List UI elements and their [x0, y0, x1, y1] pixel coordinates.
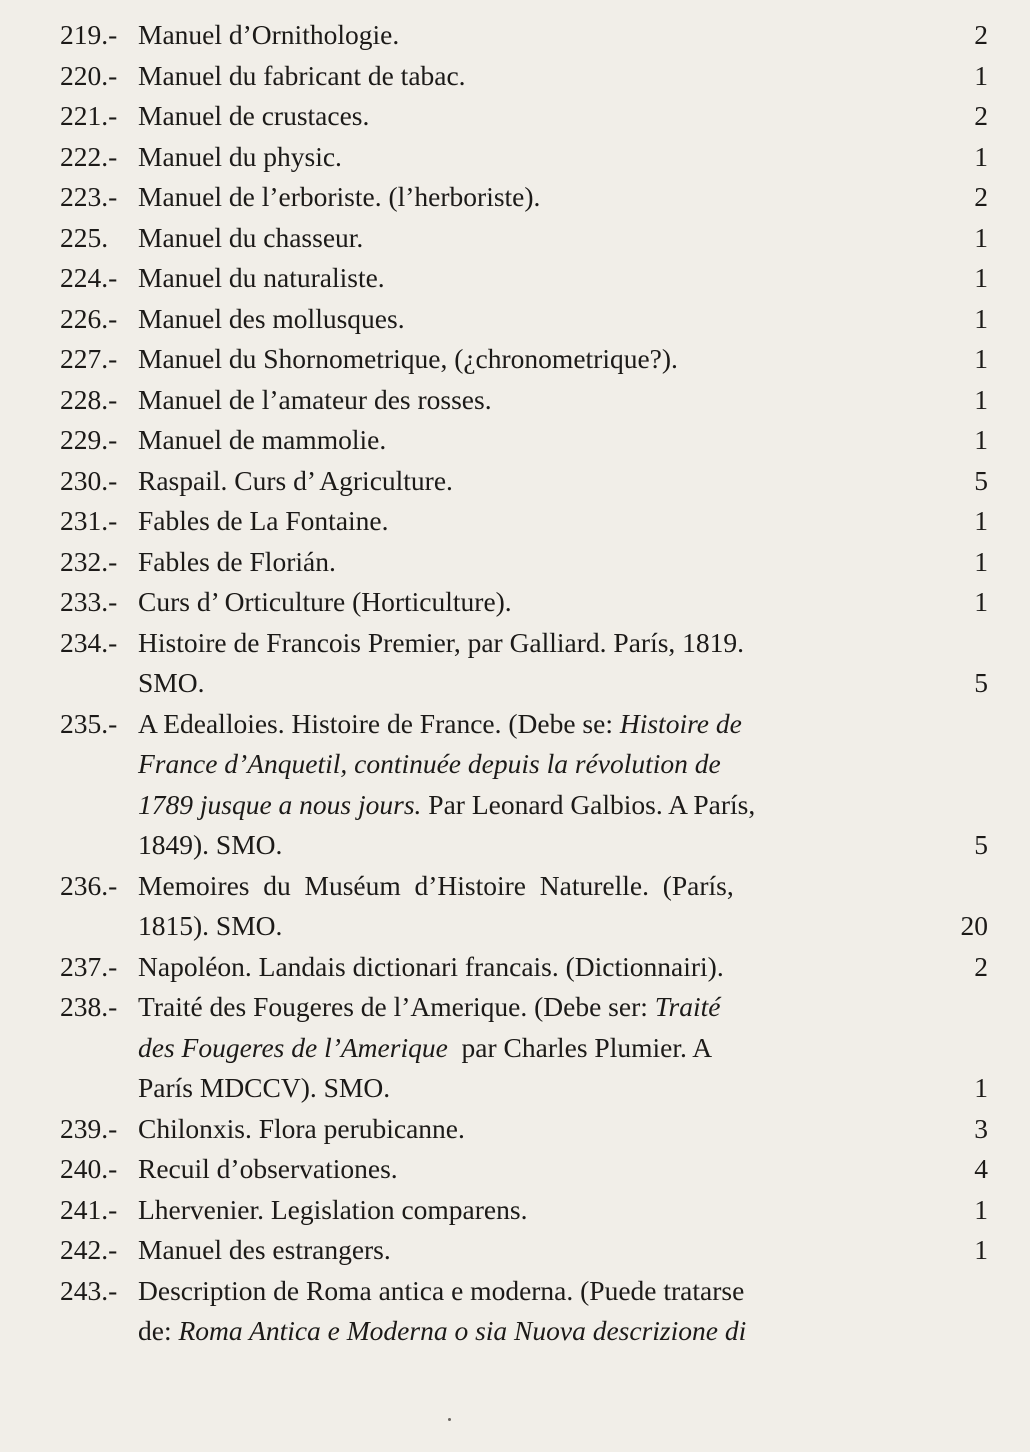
entry-number: 234.-	[60, 626, 118, 658]
entry-number: 220.-	[60, 59, 118, 91]
entry-title: Chilonxis. Flora perubicanne.	[138, 1112, 465, 1144]
entry-number: 227.-	[60, 343, 118, 374]
list-item	[60, 299, 990, 340]
entry-title: Napoléon. Landais dictionari francais. (Dictionnairi).	[138, 950, 724, 982]
list-item	[60, 987, 990, 1109]
list-item	[60, 704, 990, 866]
entry-number: 224.-	[60, 262, 118, 293]
list-item	[60, 947, 990, 988]
entry-title: Histoire de Francois Premier, par Galliard. París, 1819.	[138, 626, 745, 658]
list-item	[60, 542, 990, 583]
entry-count: 1	[974, 1193, 988, 1225]
entry-number: 237.-	[60, 950, 118, 982]
entry-number: 219.-	[60, 19, 118, 50]
list-item	[60, 380, 990, 421]
entry-title: Manuel du fabricant de tabac.	[138, 59, 466, 91]
entry-number: 239.-	[60, 1112, 118, 1144]
list-item	[60, 866, 990, 947]
entry-count: 3	[974, 1112, 988, 1144]
list-item	[60, 177, 990, 218]
entry-count: 1	[974, 221, 988, 253]
entry-number: 235.-	[60, 707, 118, 739]
entry-title-continued: de: Roma Antica e Moderna o sia Nuova descrizione di	[138, 1315, 747, 1346]
entry-number: 229.-	[60, 424, 118, 455]
entry-title: Manuel des estrangers.	[138, 1234, 391, 1265]
entry-count: 2	[974, 950, 988, 982]
entry-title: Memoires du Muséum d’Histoire Naturelle. (París,	[138, 869, 734, 901]
list-item	[60, 1271, 990, 1352]
entry-title: Manuel de crustaces.	[138, 100, 370, 131]
entry-title: Manuel du physic.	[138, 140, 342, 172]
entry-title-continued: 1789 jusque a nous jours. Par Leonard Galbios. A París,	[138, 788, 756, 820]
entry-number: 232.-	[60, 545, 118, 577]
entry-title: Manuel des mollusques.	[138, 302, 405, 334]
entry-number: 241.-	[60, 1193, 118, 1225]
list-item	[60, 1190, 990, 1231]
list-item	[60, 623, 990, 704]
entry-count: 1	[974, 302, 988, 334]
list-item	[60, 1109, 990, 1150]
paper-speck	[448, 1418, 451, 1421]
entry-number: 231.-	[60, 505, 118, 536]
entry-number: 223.-	[60, 181, 118, 212]
list-item	[60, 218, 990, 259]
entry-count: 2	[974, 100, 988, 131]
entry-number: 226.-	[60, 302, 118, 334]
entry-title: Fables de Florián.	[138, 545, 336, 577]
entry-count: 1	[974, 505, 988, 536]
entry-count: 1	[974, 140, 988, 172]
entry-title: Manuel du naturaliste.	[138, 262, 385, 293]
entry-number: 236.-	[60, 869, 118, 901]
entry-count: 5	[974, 464, 988, 496]
entry-title: A Edealloies. Histoire de France. (Debe se: Histoire de	[138, 707, 742, 739]
list-item	[60, 56, 990, 97]
entry-number: 225.	[60, 221, 109, 253]
entry-title: Manuel de mammolie.	[138, 424, 387, 455]
list-item	[60, 501, 990, 542]
entry-count: 1	[974, 383, 988, 415]
entry-title: Curs d’ Orticulture (Horticulture).	[138, 586, 512, 617]
entry-number: 228.-	[60, 383, 118, 415]
list-item	[60, 96, 990, 137]
entry-count: 2	[974, 181, 988, 212]
entry-title: Manuel du chasseur.	[138, 221, 364, 253]
entry-number: 230.-	[60, 464, 118, 496]
entry-count: 5	[974, 667, 988, 698]
entry-title: Description de Roma antica e moderna. (Puede tratarse	[138, 1274, 745, 1306]
entry-count: 4	[974, 1153, 988, 1184]
entry-count: 5	[974, 829, 988, 860]
entry-number: 238.-	[60, 991, 118, 1022]
entry-title: Traité des Fougeres de l’Amerique. (Debe ser: Traité	[138, 991, 721, 1022]
list-item	[60, 339, 990, 380]
entry-title: Manuel de l’erboriste. (l’herboriste).	[138, 181, 541, 212]
entry-title: Manuel de l’amateur des rosses.	[138, 383, 492, 415]
list-item	[60, 420, 990, 461]
entry-title: Raspail. Curs d’ Agriculture.	[138, 464, 453, 496]
list-item	[60, 137, 990, 178]
list-item	[60, 582, 990, 623]
entry-number: 243.-	[60, 1274, 118, 1306]
entry-title: Lhervenier. Legislation comparens.	[138, 1193, 528, 1225]
entry-title: Manuel d’Ornithologie.	[138, 19, 400, 50]
entry-count: 2	[974, 19, 988, 50]
entry-title: Fables de La Fontaine.	[138, 505, 389, 536]
list-item	[60, 461, 990, 502]
entry-title: Recuil d’observationes.	[138, 1153, 398, 1184]
entry-title-continued: France d’Anquetil, continuée depuis la révolution de	[138, 748, 721, 779]
entry-title: Manuel du Shornometrique, (¿chronometrique?).	[138, 343, 678, 374]
entry-count: 1	[974, 262, 988, 293]
entry-title-continued: París MDCCV). SMO.	[138, 1072, 391, 1103]
entry-count: 1	[974, 1234, 988, 1265]
entry-number: 233.-	[60, 586, 118, 617]
entry-count: 1	[974, 586, 988, 617]
entry-number: 222.-	[60, 140, 118, 172]
list-item	[60, 1149, 990, 1190]
entry-title-continued: 1815). SMO.	[138, 910, 283, 941]
list-item	[60, 15, 990, 56]
entry-count: 1	[974, 424, 988, 455]
entry-title-continued: des Fougeres de l’Amerique par Charles Plumier. A	[138, 1031, 713, 1063]
entry-number: 221.-	[60, 100, 118, 131]
list-item	[60, 1230, 990, 1271]
entry-count: 1	[974, 545, 988, 577]
entry-count: 20	[960, 910, 988, 941]
entry-count: 1	[974, 1072, 988, 1103]
entry-count: 1	[974, 59, 988, 91]
list-item	[60, 258, 990, 299]
entry-number: 240.-	[60, 1153, 118, 1184]
entry-number: 242.-	[60, 1234, 118, 1265]
entry-count: 1	[974, 343, 988, 374]
entry-title-continued: 1849). SMO.	[138, 829, 283, 860]
entry-title-continued: SMO.	[138, 667, 205, 698]
